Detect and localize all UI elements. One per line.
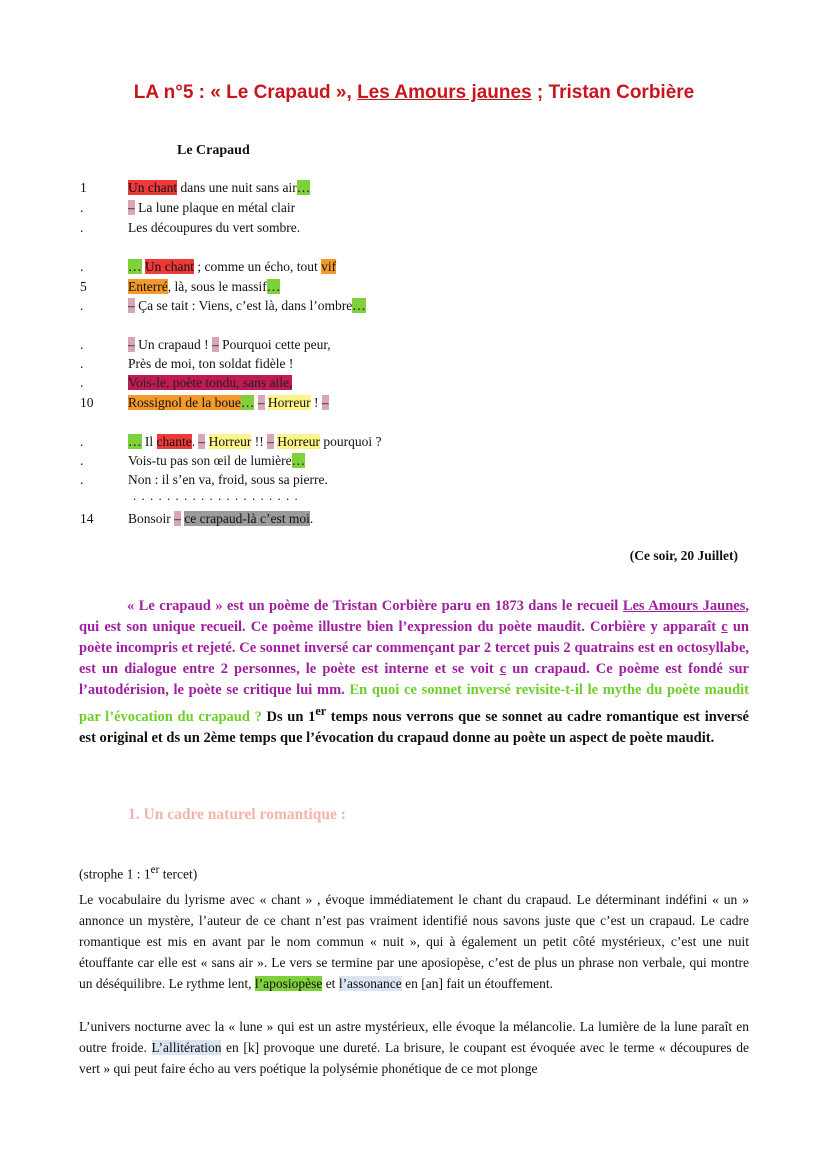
- poem-line: [0, 373, 828, 392]
- line-text: [128, 373, 292, 392]
- analysis-paragraph-1: [79, 889, 749, 994]
- text-segment: L’univers nocturne avec la « lune » qui est un astre mystérieux, elle évoque la mélancolie. La lumière de la lune paraît en outre froide.: [79, 1019, 749, 1055]
- poem-line: [0, 470, 828, 489]
- highlighted-text: Rossignol de la boue: [128, 395, 241, 410]
- text-segment: dans une nuit sans air: [177, 180, 297, 195]
- highlighted-text: …: [296, 180, 311, 195]
- highlighted-term: l’aposiopèse: [254, 976, 323, 991]
- poem-ellipsis-line: . . . . . . . . . . . . . . . . . . . .: [133, 488, 299, 503]
- intro-segment: un poète incompris et rejeté. Ce sonnet inversé car commençant par 2 tercet puis 2 quatrains est en octosyllabe, est un dialogue entre 2 personnes, le poète est interne et se voit: [79, 619, 749, 677]
- intro-segment: c: [721, 619, 728, 635]
- line-text: [128, 296, 366, 315]
- line-number: 14: [80, 511, 94, 526]
- poem-date: (Ce soir, 20 Juillet): [629, 548, 738, 563]
- highlighted-text: …: [352, 298, 366, 313]
- highlighted-term: L’allitération: [151, 1040, 222, 1055]
- text-segment: ; comme un écho, tout: [193, 259, 322, 274]
- poem-line: [0, 198, 828, 217]
- line-number: 1: [80, 180, 87, 195]
- intro-segment: , qui est son unique recueil. Ce poème illustre bien l’expression du poète maudit. Corbière y apparaît: [79, 598, 749, 635]
- poem-line: [0, 335, 828, 354]
- poem-line: [0, 277, 828, 296]
- title-prefix: LA n°5 : « Le Crapaud »,: [133, 82, 358, 103]
- highlighted-text: –: [174, 511, 181, 526]
- intro-segment: er: [315, 704, 327, 718]
- line-text: [128, 432, 381, 451]
- line-text: [128, 354, 293, 373]
- line-number: .: [80, 200, 84, 215]
- line-number: .: [80, 453, 84, 468]
- highlighted-text: Un chant: [144, 259, 194, 274]
- poem-line: [0, 393, 828, 412]
- strophe-label: [79, 864, 197, 883]
- highlighted-text: –: [128, 337, 135, 352]
- line-number: 5: [80, 279, 87, 294]
- highlighted-text: …: [128, 259, 142, 274]
- highlighted-text: –: [321, 395, 329, 410]
- poem-line: [0, 257, 828, 276]
- intro-segment: Ds un 1: [261, 708, 316, 725]
- highlighted-text: Vois-le, poète tondu, sans aile,: [128, 375, 293, 390]
- line-number: .: [80, 375, 84, 390]
- line-number: .: [80, 298, 84, 313]
- highlighted-text: Horreur: [267, 395, 311, 410]
- line-text: [128, 335, 331, 354]
- text-segment: Vois-tu pas son œil de lumière: [128, 453, 292, 468]
- strophe-suffix: tercet): [159, 866, 198, 882]
- line-text: [128, 393, 329, 412]
- line-number: .: [80, 220, 84, 235]
- line-text: [128, 470, 328, 489]
- poem-line: [0, 218, 828, 237]
- highlighted-text: –: [267, 434, 274, 449]
- line-text: [128, 198, 295, 217]
- line-number: .: [80, 259, 84, 274]
- line-text: [128, 451, 305, 470]
- intro-segment: c: [499, 661, 507, 677]
- highlighted-text: …: [266, 279, 281, 294]
- line-text: [128, 218, 300, 237]
- highlighted-text: Un chant: [128, 180, 178, 195]
- highlighted-text: –: [198, 434, 206, 449]
- text-segment: Non : il s’en va, froid, sous sa pierre.: [128, 472, 328, 487]
- poem-line: [0, 354, 828, 373]
- text-segment: et: [322, 976, 339, 991]
- text-segment: Pourquoi cette peur,: [218, 337, 331, 352]
- text-segment: !!: [251, 434, 268, 449]
- poem-line: [0, 296, 828, 315]
- line-text: [128, 509, 313, 528]
- highlighted-text: ce crapaud-là c’est moi: [184, 511, 310, 526]
- highlighted-text: Horreur: [277, 434, 320, 449]
- text-segment: en [k] provoque une dureté. La brisure, le coupant est évoquée avec le terme « découpures de vert » qui peut faire écho au vers poétique la polysémie phonétique de ce mot plonge: [79, 1040, 749, 1076]
- poem-line: [0, 178, 828, 197]
- intro-segment: un crapaud. Ce poème est fondé sur l’autodérision, le poète se critique lui mm.: [79, 661, 749, 698]
- highlighted-text: vif: [321, 259, 337, 274]
- highlighted-text: –: [257, 395, 265, 410]
- line-number: 10: [80, 395, 94, 410]
- line-number: .: [80, 434, 84, 449]
- text-segment: Un crapaud !: [134, 337, 212, 352]
- text-segment: , là, sous le massif: [167, 279, 267, 294]
- line-number: .: [80, 337, 84, 352]
- analysis-paragraph-2: [79, 1016, 749, 1079]
- highlighted-term: l’assonance: [338, 976, 402, 991]
- line-text: [128, 277, 280, 296]
- intro-segment: « Le crapaud » est un poème de Tristan Corbière paru en 1873 dans le recueil: [127, 598, 623, 614]
- introduction-paragraph: [79, 596, 749, 749]
- text-segment: Bonsoir: [128, 511, 175, 526]
- text-segment: .: [309, 511, 314, 526]
- highlighted-text: Enterré: [128, 279, 168, 294]
- text-segment: .: [191, 434, 199, 449]
- highlighted-text: –: [128, 200, 135, 215]
- strophe-prefix: (strophe 1 : 1: [79, 866, 151, 882]
- text-segment: pourquoi ?: [319, 434, 382, 449]
- strophe-sup: er: [150, 864, 160, 876]
- poem-line: [0, 432, 828, 451]
- text-segment: Ça se tait : Viens, c’est là, dans l’ombre: [134, 298, 353, 313]
- text-segment: Les découpures du vert sombre.: [128, 220, 301, 235]
- highlighted-text: –: [128, 298, 135, 313]
- highlighted-text: …: [128, 434, 142, 449]
- highlighted-text: chante: [156, 434, 192, 449]
- title-suffix: ; Tristan Corbière: [531, 82, 695, 103]
- text-segment: Près de moi, ton soldat fidèle !: [128, 356, 294, 371]
- section-title: 1. Un cadre naturel romantique :: [128, 806, 346, 823]
- text-segment: en [an] fait un étouffement.: [401, 976, 553, 991]
- text-segment: !: [310, 395, 322, 410]
- line-number: .: [80, 356, 84, 371]
- highlighted-text: …: [240, 395, 255, 410]
- title-book: Les Amours jaunes: [357, 82, 532, 103]
- line-text: [128, 257, 336, 276]
- highlighted-text: –: [211, 337, 219, 352]
- poem-title: Le Crapaud: [177, 143, 250, 158]
- line-number: .: [80, 472, 84, 487]
- intro-segment: En quoi ce sonnet inversé revisite-t-il le mythe du poète maudit par l’évocation du crapaud ?: [79, 682, 749, 725]
- text-segment: La lune plaque en métal clair: [134, 200, 296, 215]
- document-title: [0, 82, 828, 104]
- poem-line: [0, 509, 828, 528]
- poem-line: [0, 451, 828, 470]
- text-segment: Le vocabulaire du lyrisme avec « chant » , évoque immédiatement le chant du crapaud. Le déterminant indéfini « un » annonce un mystère, l’auteur de ce chant n’est pas vraiment identifié nous savons juste que c’est un crapaud. Le cadre romantique est mis en avant par le nom commun « nuit », qui à également un petit côté mystérieux, c’est une nuit étouffante car elle est « sans air ». Le vers se termine par une aposiopèse, c’est de plus un phrase non verbale, qui montre un déséquilibre. Le rythme lent,: [79, 892, 749, 991]
- text-segment: Il: [141, 434, 157, 449]
- intro-segment: Les Amours Jaunes: [622, 598, 746, 614]
- intro-segment: temps nous verrons que se sonnet au cadre romantique est inversé est original et ds un 2ème temps que l’évocation du crapaud donne au poète un aspect de poète maudit.: [79, 708, 749, 746]
- highlighted-text: …: [291, 453, 306, 468]
- highlighted-text: Horreur: [208, 434, 252, 449]
- line-text: [128, 178, 310, 197]
